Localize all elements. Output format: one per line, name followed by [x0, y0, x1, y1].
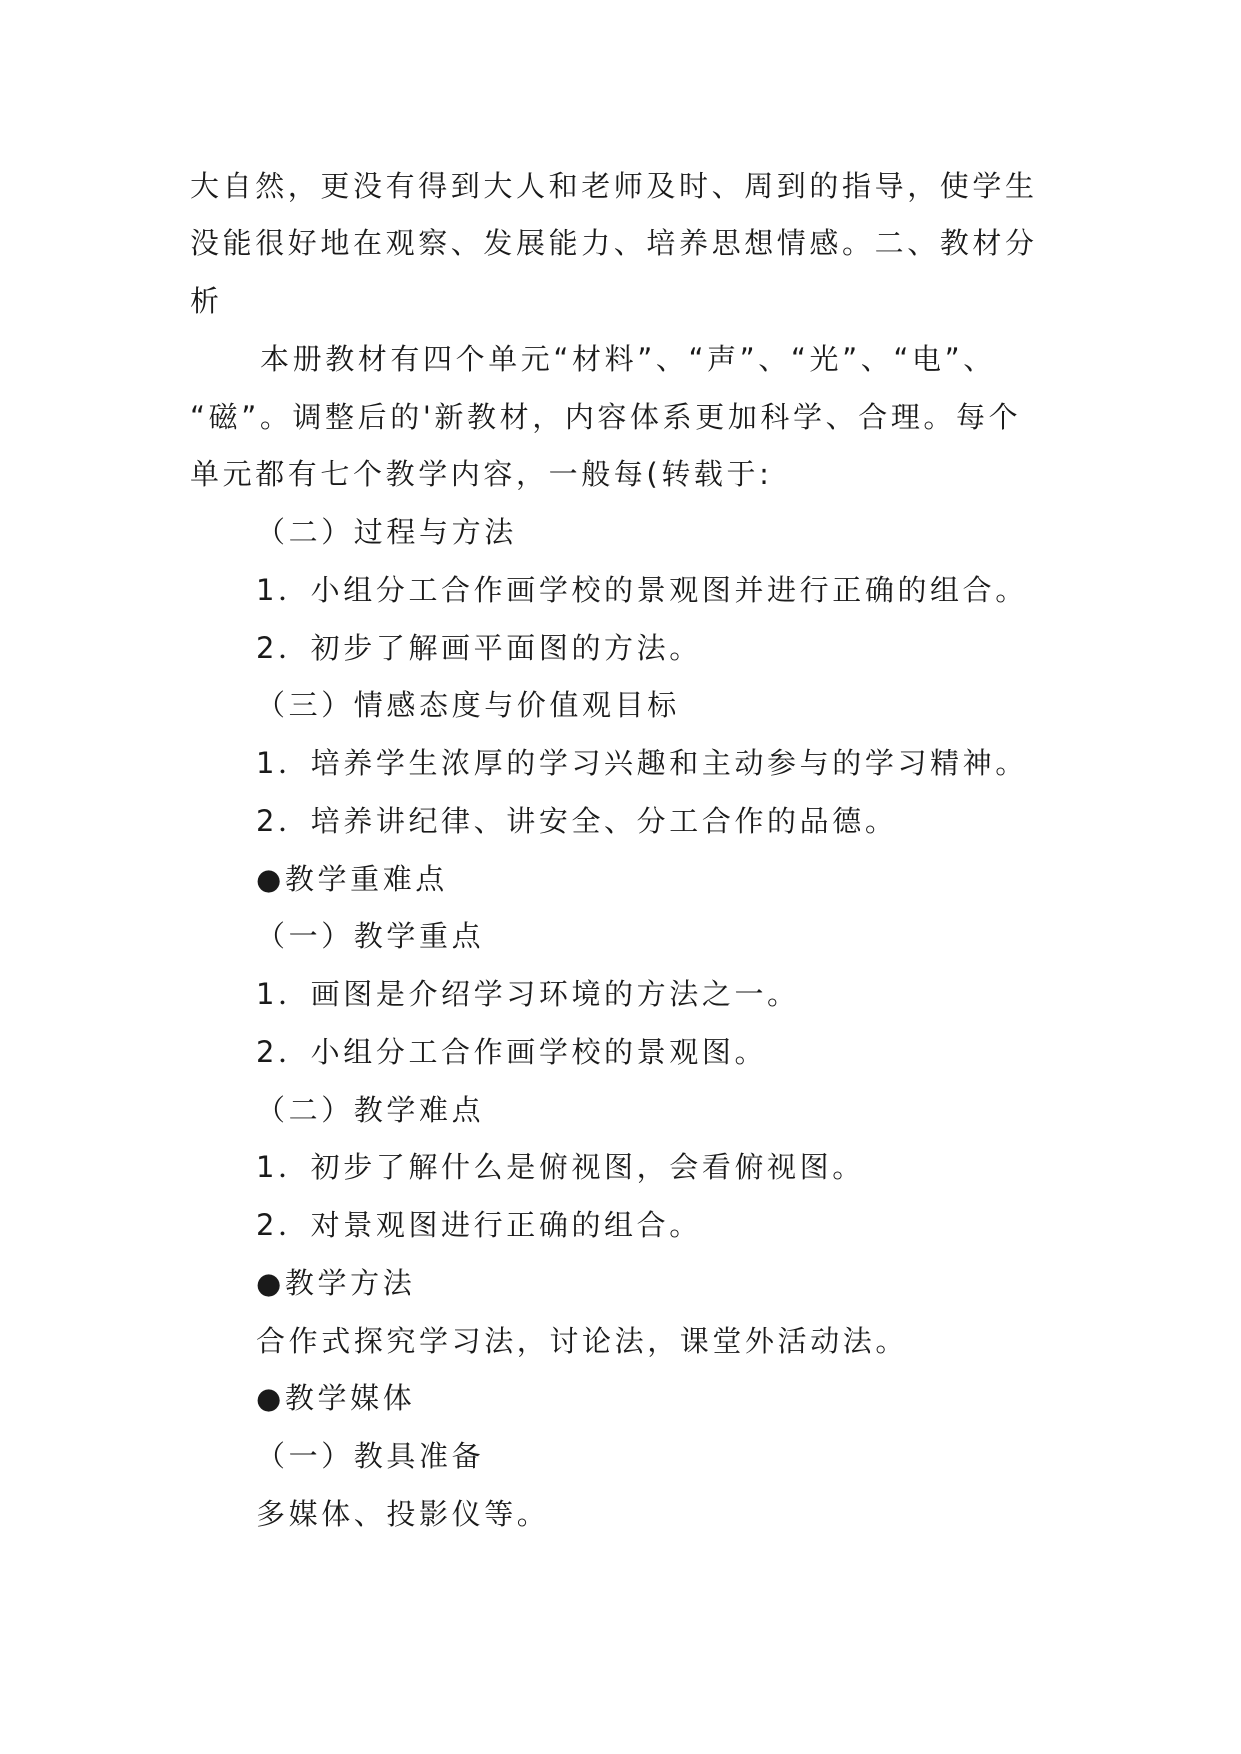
paragraph-line-1: 大自然，更没有得到大人和老师及时、周到的指导，使学生: [190, 169, 1038, 203]
bullet-heading-key-difficult-points: ●教学重难点: [256, 862, 448, 896]
paragraph-line-6: 单元都有七个教学内容，一般每(转载于:: [190, 457, 773, 491]
list-item: 1．画图是介绍学习环境的方法之一。: [256, 977, 800, 1011]
section-heading-teaching-aids: （一）教具准备: [256, 1439, 485, 1473]
paragraph-line-method: 合作式探究学习法，讨论法，课堂外活动法。: [256, 1324, 909, 1358]
paragraph-line-5: “磁”。调整后的'新教材，内容体系更加科学、合理。每个: [190, 400, 1022, 434]
paragraph-line-3: 析: [190, 284, 223, 318]
list-item: 2．小组分工合作画学校的景观图。: [256, 1035, 768, 1069]
section-heading-emotion-values: （三）情感态度与价值观目标: [256, 688, 680, 722]
paragraph-line-media: 多媒体、投影仪等。: [256, 1497, 550, 1531]
list-item: 2．对景观图进行正确的组合。: [256, 1208, 702, 1242]
bullet-heading-teaching-method: ●教学方法: [256, 1266, 416, 1300]
bullet-heading-teaching-media: ●教学媒体: [256, 1381, 416, 1415]
paragraph-line-2: 没能很好地在观察、发展能力、培养思想情感。二、教材分: [190, 226, 1038, 260]
list-item: 2．培养讲纪律、讲安全、分工合作的品德。: [256, 804, 898, 838]
list-item: 1．培养学生浓厚的学习兴趣和主动参与的学习精神。: [256, 746, 1028, 780]
section-heading-process-method: （二）过程与方法: [256, 515, 517, 549]
list-item: 1．小组分工合作画学校的景观图并进行正确的组合。: [256, 573, 1028, 607]
section-heading-difficult-points: （二）教学难点: [256, 1093, 485, 1127]
list-item: 2．初步了解画平面图的方法。: [256, 631, 702, 665]
paragraph-line-4: 本册教材有四个单元“材料”、“声”、“光”、“电”、: [260, 342, 996, 376]
list-item: 1．初步了解什么是俯视图，会看俯视图。: [256, 1150, 865, 1184]
section-heading-key-points: （一）教学重点: [256, 919, 485, 953]
